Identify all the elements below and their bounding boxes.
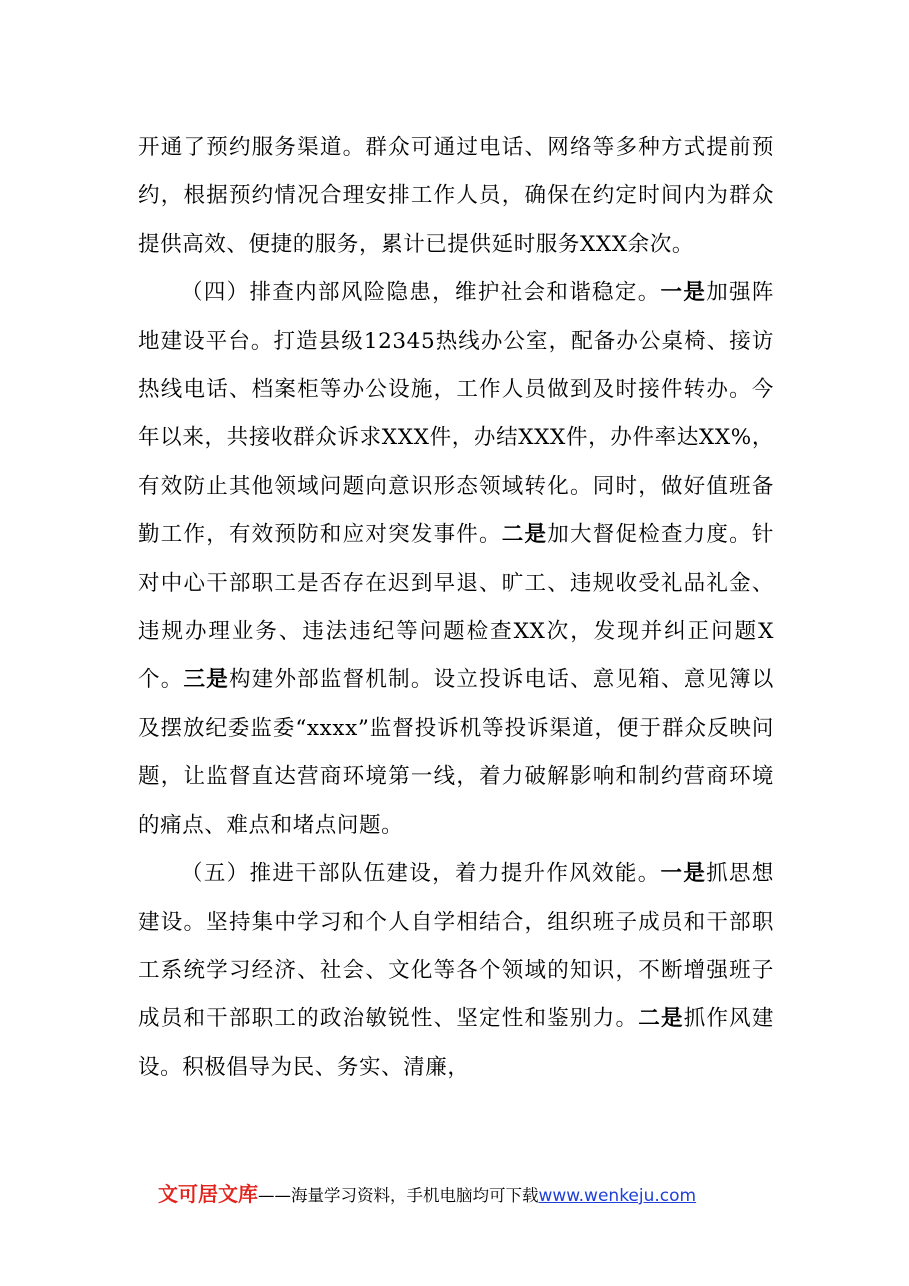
paragraph-text: 加大督促检查力度。针对中心干部职工是否存在迟到早退、旷工、违规收受礼品礼金、违规办理业务、违法违纪等问题检查XX次，发现并纠正问题X个。 <box>138 522 774 693</box>
paragraph-text: 开通了预约服务渠道。群众可通过电话、网络等多种方式提前预约，根据预约情况合理安排工作人员，确保在约定时间内为群众提供高效、便捷的服务，累计已提供延时服务XXX余次。 <box>138 135 774 257</box>
footer-website-link[interactable]: www.wenkeju.com <box>538 1186 697 1206</box>
paragraph-3 <box>138 850 774 1092</box>
paragraph-2 <box>138 269 774 850</box>
emphasis-text: 三是 <box>183 667 229 693</box>
emphasis-text: 二是 <box>501 522 548 548</box>
footer-brand: 文可居文库 <box>158 1182 258 1206</box>
paragraph-text: 加强阵地建设平台。打造县级12345热线办公室，配备办公桌椅、接访热线电话、档案柜等办公设施，工作人员做到及时接件转办。今年以来，共接收群众诉求XXX件，办结XXX件，办件率达XX%，有效防止其他领域问题向意识形态领域转化。同时，做好值班备勤工作，有效预防和应对突发事件。 <box>138 280 774 548</box>
emphasis-text: 二是 <box>638 1006 684 1032</box>
emphasis-text: 一是 <box>660 861 707 887</box>
footer-tagline: ——海量学习资料，手机电脑均可下载 <box>258 1186 539 1205</box>
paragraph-text: （四）排查内部风险隐患，维护社会和谐稳定。 <box>181 280 661 306</box>
emphasis-text: 一是 <box>660 280 707 306</box>
paragraph-text: 抓作风建设。积极倡导为民、务实、清廉， <box>138 1006 775 1080</box>
footer-watermark <box>158 1178 798 1214</box>
paragraph-1 <box>138 124 774 269</box>
paragraph-text: 构建外部监督机制。设立投诉电话、意见箱、意见簿以及摆放纪委监委“xxxx”监督投诉机等投诉渠道，便于群众反映问题，让监督直达营商环境第一线，着力破解影响和制约营商环境的痛点、难点和堵点问题。 <box>138 667 775 838</box>
paragraph-text: （五）推进干部队伍建设，着力提升作风效能。 <box>181 861 661 887</box>
document-body <box>138 124 774 1092</box>
paragraph-text: 抓思想建设。坚持集中学习和个人自学相结合，组织班子成员和干部职工系统学习经济、社会、文化等各个领域的知识，不断增强班子成员和干部职工的政治敏锐性、坚定性和鉴别力。 <box>138 861 774 1032</box>
